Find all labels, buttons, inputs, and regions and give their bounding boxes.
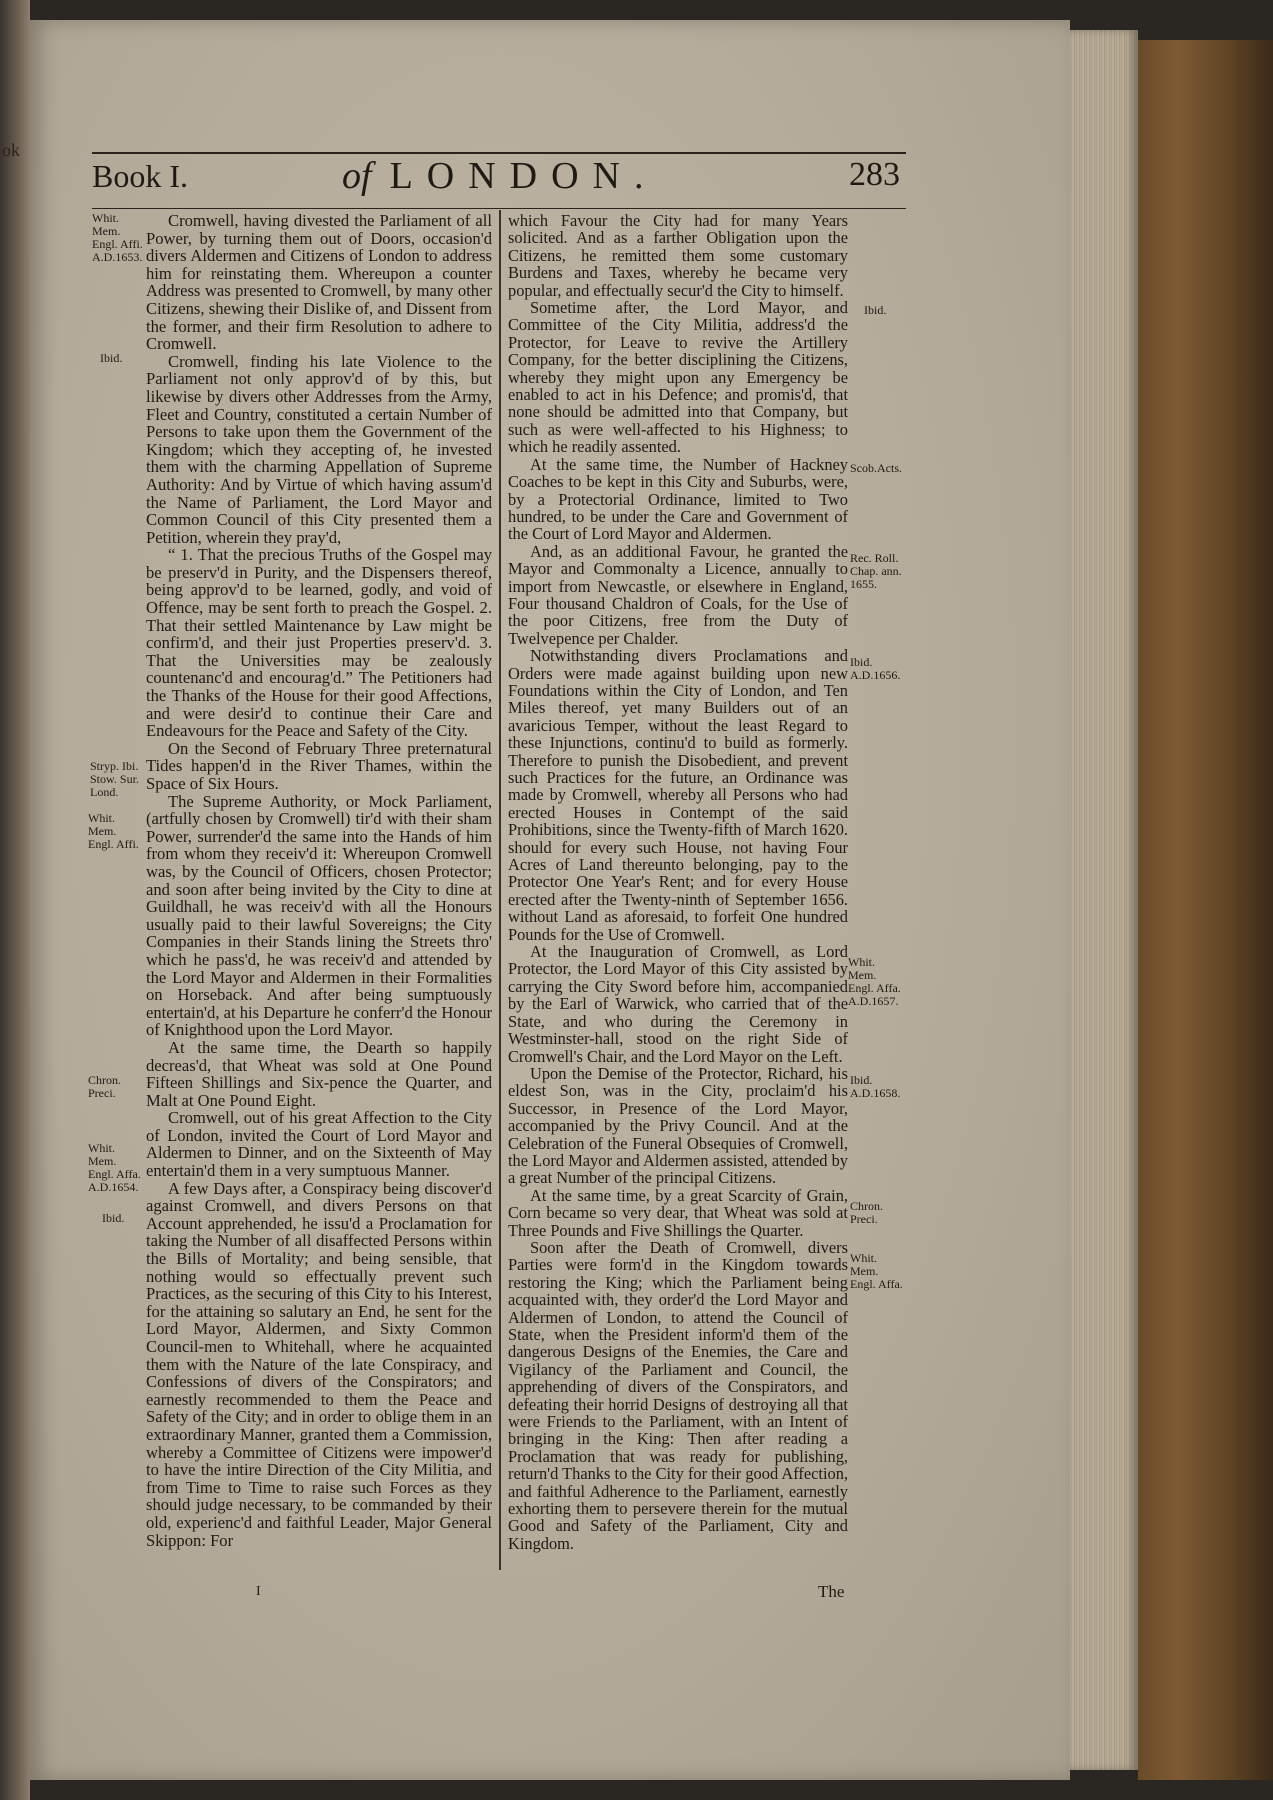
margin-note: Chron. Preci. bbox=[88, 1073, 121, 1100]
paragraph: Cromwell, having divested the Parliament of all Power, by turning them out of Doors, occasion'd divers Aldermen and Citizens of London to address him for reinstating them. Whereupon a counter Address was presented to Cromwell, by many other Citizens, shewing their Dislike of, and Dissent from the former, and their firm Resolution to adhere to Cromwell. bbox=[146, 211, 492, 354]
paragraph: which Favour the City had for many Years solicited. And as a farther Obligation upon the Citizens, he remitted them some customary Burdens and Taxes, whereby he became very popular, and effectually secur'd the City to himself. bbox=[508, 211, 848, 300]
paragraph: At the same time, the Number of Hackney Coaches to be kept in this City and Suburbs, were, by a Protectorial Ordinance, limited to Two hundred, to be under the Care and Government of the Court of Lord Mayor and Aldermen. bbox=[508, 454, 848, 544]
margin-note: Chron. Preci. bbox=[850, 1199, 883, 1226]
catchword: The bbox=[818, 1582, 845, 1601]
paragraph: Cromwell, out of his great Affection to the City of London, invited the Court of Lord Mayor and Aldermen to Dinner, and on the Sixteenth of May entertain'd them in a very sumptuous Manner. bbox=[146, 1108, 492, 1181]
running-title bbox=[342, 154, 658, 198]
paragraph: A few Days after, a Conspiracy being discover'd against Cromwell, and divers Persons on that Account apprehended, he issu'd a Proclamation for taking the Number of all disaffected Persons within the Bills of Mortality; and being sensible, that nothing would so effectually prevent such Practices, as the securing of this City to his Interest, for the attaining so salutary an End, he sent for the Lord Mayor, Aldermen, and Sixty Common Council-men to Whitehall, where he acquainted them with the Nature of the late Conspiracy, and Confessions of divers of the Conspirators; and earnestly recommended to them the Peace and Safety of the City; and in order to oblige them in an extraordinary Manner, granted them a Commission, whereby a Committee of Citizens were impower'd to have the intire Direction of the City Militia, and from Time to Time to raise such Forces as they should judge necessary, to be commanded by their old, experienc'd and faithful Leader, Major General Skippon: For bbox=[146, 1178, 492, 1550]
margin-note: Ibid. bbox=[100, 351, 123, 365]
margin-note: Stryp. Ibi. Stow. Sur. Lond. bbox=[90, 759, 139, 799]
paragraph: At the same time, the Dearth so happily decreas'd, that Wheat was sold at One Pound Fifteen Shillings and Six-pence the Quarter, and Malt at One Pound Eight. bbox=[146, 1037, 492, 1110]
page-number: 283 bbox=[849, 156, 900, 193]
margin-note: Ibid. A.D.1656. bbox=[850, 655, 901, 682]
paragraph: Notwithstanding divers Proclamations and Orders were made against building upon new Foundations within the City of London, and Ten Miles thereof, yet many Builders out of an avaricious Temper, without the least Regard to these Injunctions, continu'd to build as formerly. Therefore to punish the Disobedient, and prevent such Practices for the future, an Ordinance was made by Cromwell, whereby all Persons who had erected Houses in Contempt of the said Prohibitions, since the Twenty-fifth of March 1620. should for every such House, not having Four Acres of Land thereunto belonging, pay to the Protector One Year's Rent; and for every House erected after the Twenty-ninth of September 1656. without Land as aforesaid, to forfeit One hundred Pounds for the Use of Cromwell. bbox=[508, 646, 848, 944]
book-cover-edge bbox=[1138, 40, 1273, 1780]
margin-note: Ibid. A.D.1658. bbox=[850, 1073, 901, 1100]
book-label: Book I. bbox=[92, 158, 188, 194]
title-city: LONDON. bbox=[389, 155, 658, 197]
margin-note: Ibid. bbox=[102, 1211, 125, 1225]
paragraph: The Supreme Authority, or Mock Parliament, (artfully chosen by Cromwell) tir'd with their sham Power, surrender'd the same into the Hands of him from whom they receiv'd it: Whereupon Cromwell was, by the Council of Officers, chosen Protector; and soon after being invited by the City to dine at Guildhall, he was receiv'd with all the Honours usually paid to their lawful Sovereigns; the City Companies in their Stands lining the Streets thro' which he pass'd, he was receiv'd and attended by the Lord Mayor and Aldermen in their Formalities on Horseback. And after being sumptuously entertain'd, at his Departure he conferr'd the Honour of Knighthood upon the Lord Mayor. bbox=[146, 791, 493, 1040]
paragraph: “ 1. That the precious Truths of the Gospel may be preserv'd in Purity, and the Dispensers thereof, being approv'd to be learned, godly, and void of Offence, may be sent forth to preach the Gospel. 2. That their settled Maintenance by Law might be confirm'd, and their just Properties preserv'd. 3. That the Universities may be zealously countenanc'd and encourag'd.” The Petitioners had the Thanks of the House for their good Affections, and were desir'd to continue their Care and Endeavours for the Peace and Safety of the City. bbox=[146, 545, 492, 741]
paragraph: Soon after the Death of Cromwell, divers Parties were form'd in the Kingdom towards restoring the King; which the Parliament being acquainted with, they order'd the Lord Mayor and Aldermen of London, to attend the Council of State, when the President inform'd them of the dangerous Designs of the Enemies, the Care and Vigilancy of the Parliament and Council, the apprehending of divers of the Conspirators, and defeating their horrid Designs of destroying all that were Friends to the Parliament, with an Intent of bringing in the King: Then after reading a Proclamation that was ready for publishing, return'd Thanks to the City for their good Affection, and faithful Adherence to the Parliament, earnestly exhorting them to persevere therein for the mutual Good and Safety of the Parliament, City and Kingdom. bbox=[508, 1237, 848, 1553]
paragraph: On the Second of February Three preternatural Tides happen'd in the River Thames, within the Space of Six Hours. bbox=[146, 738, 492, 793]
column-divider bbox=[499, 210, 501, 1570]
margin-note: Whit. Mem. Engl. Affa. bbox=[850, 1251, 903, 1291]
left-column-text bbox=[146, 212, 492, 1549]
facing-page-fragment: ok bbox=[2, 140, 20, 160]
margin-note: Whit. Mem. Engl. Affa. A.D.1657. bbox=[848, 955, 901, 1008]
page-block-edges bbox=[1070, 30, 1138, 1770]
paragraph: Upon the Demise of the Protector, Richard, his eldest Son, was in the City, proclaim'd his Successor, in Presence of the Lord Mayor, accompanied by the Privy Council. And at the Celebration of the Funeral Obsequies of Cromwell, the Lord Mayor and Aldermen assisted, attended by a great Number of the principal Citizens. bbox=[508, 1063, 848, 1188]
paragraph: At the Inauguration of Cromwell, as Lord Protector, the Lord Mayor of this City assisted by carrying the City Sword before him, accompanied by the Earl of Warwick, who carried that of the State, and who during the Ceremony in Westminster-hall, stood on the right Side of Cromwell's Chair, and the Lord Mayor on the Left. bbox=[508, 942, 848, 1066]
right-column-text bbox=[508, 212, 848, 1552]
paragraph: Cromwell, finding his late Violence to the Parliament not only approv'd of by this, but likewise by divers other Addresses from the Army, Fleet and Country, constituted a certain Number of Persons to take upon them the Government of the Kingdom; which they accepting of, he invested them with the charming Appellation of Supreme Authority: And by Virtue of which having assum'd the Name of Parliament, the Lord Mayor and Common Council of this City presented them a Petition, wherein they pray'd, bbox=[146, 351, 492, 547]
margin-note: Ibid. bbox=[864, 303, 887, 317]
paragraph: At the same time, by a great Scarcity of Grain, Corn became so very dear, that Wheat was sold at Three Pounds and Five Shillings the Quarter. bbox=[508, 1185, 848, 1240]
margin-note: Rec. Roll. Chap. ann. 1655. bbox=[850, 551, 902, 591]
signature-mark: I bbox=[256, 1584, 261, 1599]
paragraph: Sometime after, the Lord Mayor, and Committee of the City Militia, address'd the Protector, for Leave to revive the Artillery Company, for the better disciplining the Citizens, whereby they might upon any Emergency be enabled to act in his Defence; and promis'd, that none should be admitted into that Company, but such as were well-affected to his Highness; to which he readily assented. bbox=[508, 298, 848, 457]
margin-note: Scob.Acts. bbox=[850, 461, 902, 475]
margin-note: Whit. Mem. Engl. Affa. A.D.1654. bbox=[88, 1141, 141, 1194]
running-header bbox=[92, 152, 906, 209]
margin-note: Whit. Mem. Engl. Affi. A.D.1653. bbox=[92, 211, 143, 264]
facing-page-edge bbox=[0, 0, 30, 1800]
paragraph: And, as an additional Favour, he granted the Mayor and Commonalty a Licence, annually to import from Newcastle, or elsewhere in England, Four thousand Chaldron of Coals, for the Use of the poor Citizens, free from the Duty of Twelvepence per Chalder. bbox=[508, 541, 848, 648]
margin-note: Whit. Mem. Engl. Affi. bbox=[88, 811, 139, 851]
title-of: of bbox=[342, 155, 372, 197]
